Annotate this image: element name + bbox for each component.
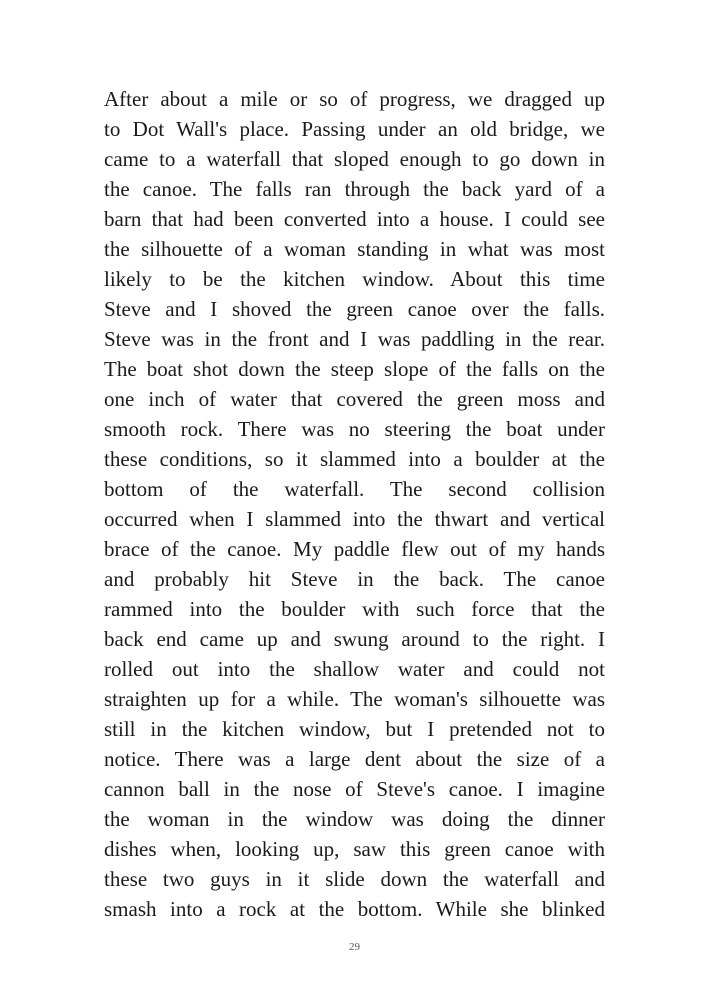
text-line: back end came up and swung around to the right. I [104,627,605,651]
text-line: notice. There was a large dent about the size of a [104,747,605,771]
text-line: the woman in the window was doing the dinner [104,807,605,831]
text-line: dishes when, looking up, saw this green canoe with [104,837,605,861]
text-line: smash into a rock at the bottom. While she blinked [104,897,605,921]
text-line: barn that had been converted into a house. I could see [104,207,605,231]
text-line: occurred when I slammed into the thwart and vertical [104,507,605,531]
text-line: The boat shot down the steep slope of the falls on the [104,357,605,381]
text-line: bottom of the waterfall. The second collision [104,477,605,501]
text-line: straighten up for a while. The woman's silhouette was [104,687,605,711]
text-line: rolled out into the shallow water and could not [104,657,605,681]
text-line: cannon ball in the nose of Steve's canoe. I imagine [104,777,605,801]
text-line: and probably hit Steve in the back. The canoe [104,567,605,591]
text-line: the canoe. The falls ran through the back yard of a [104,177,605,201]
text-line: one inch of water that covered the green moss and [104,387,605,411]
text-line: likely to be the kitchen window. About this time [104,267,605,291]
text-line: came to a waterfall that sloped enough to go down in [104,147,605,171]
text-line: these two guys in it slide down the waterfall and [104,867,605,891]
text-line: to Dot Wall's place. Passing under an old bridge, we [104,117,605,141]
text-line: After about a mile or so of progress, we dragged up [104,87,605,111]
body-text [104,84,605,924]
text-line: smooth rock. There was no steering the boat under [104,417,605,441]
text-line: still in the kitchen window, but I pretended not to [104,717,605,741]
text-line: Steve was in the front and I was paddling in the rear. [104,327,605,351]
text-line: Steve and I shoved the green canoe over the falls. [104,297,605,321]
text-line: the silhouette of a woman standing in what was most [104,237,605,261]
text-line: these conditions, so it slammed into a boulder at the [104,447,605,471]
text-line: brace of the canoe. My paddle flew out of my hands [104,537,605,561]
text-line: rammed into the boulder with such force that the [104,597,605,621]
page-number: 29 [349,941,360,953]
